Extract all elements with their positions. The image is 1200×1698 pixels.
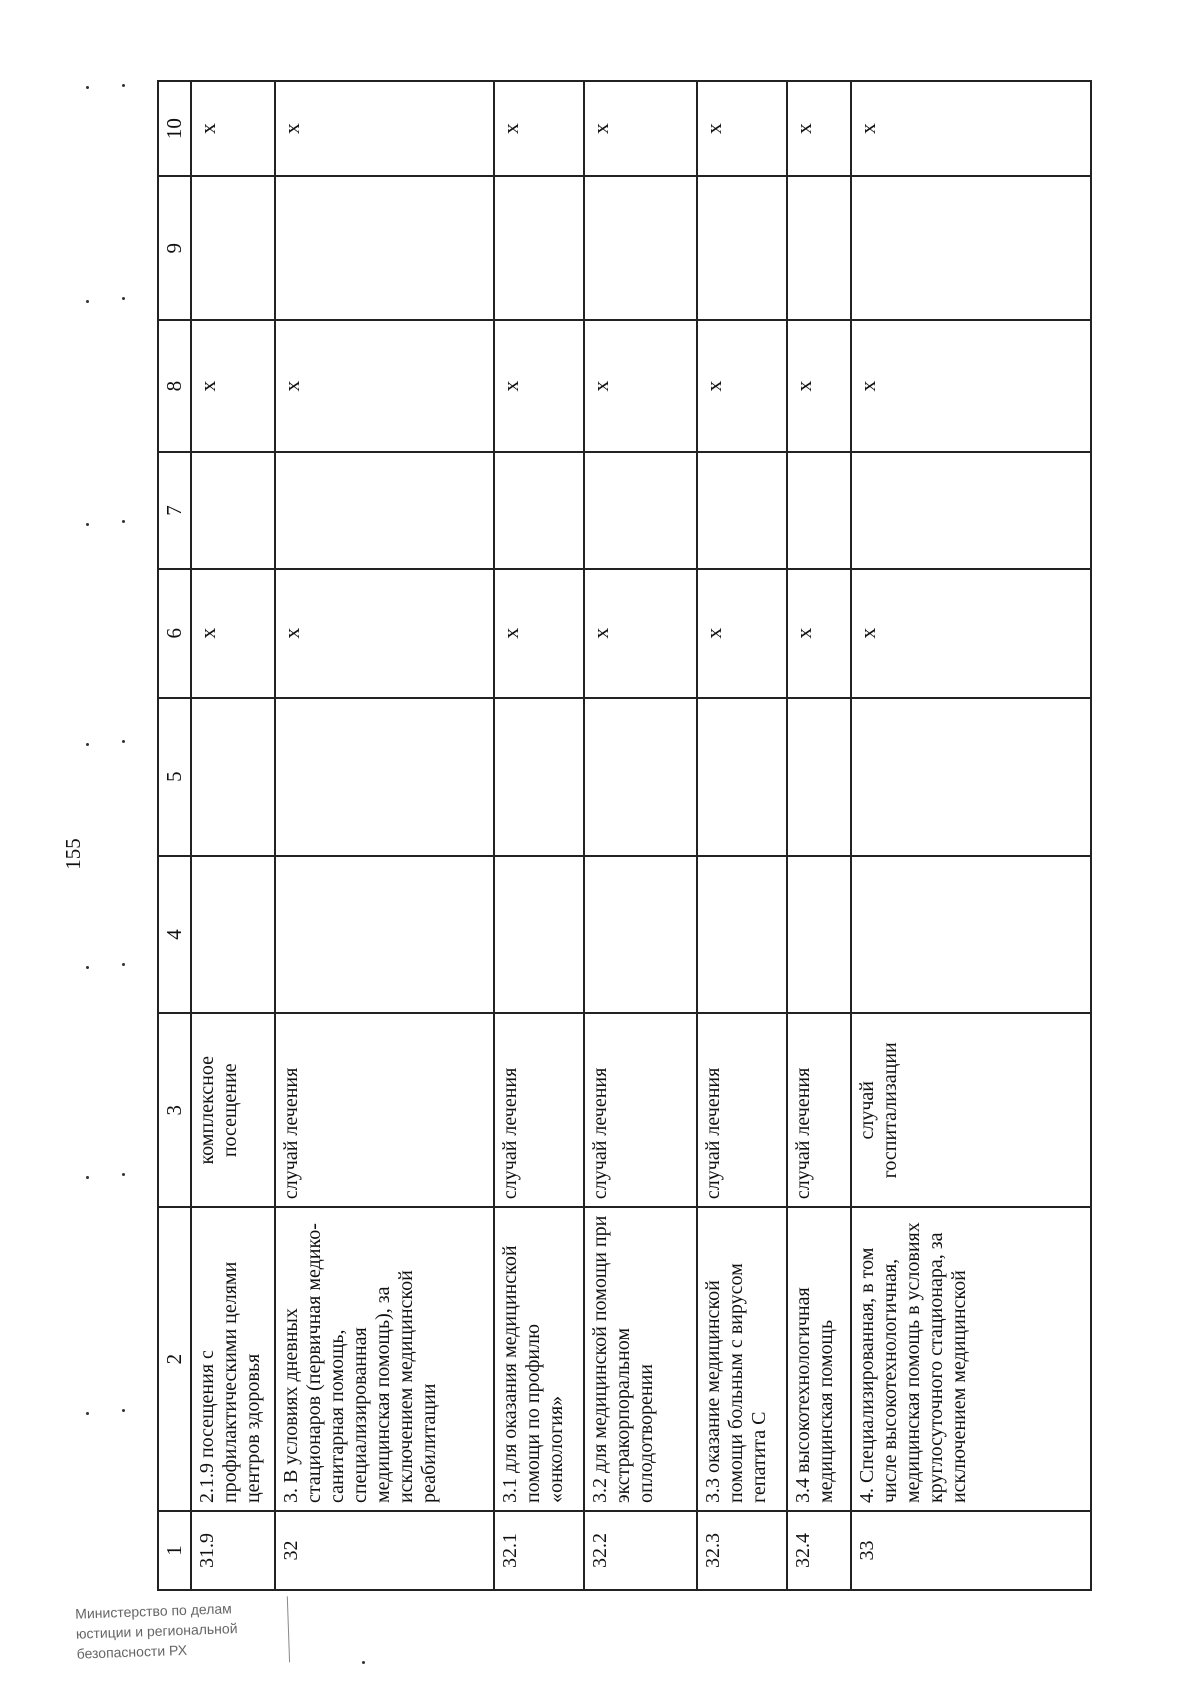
table-row <box>584 81 697 1590</box>
col4-cell <box>191 856 275 1014</box>
table-row <box>191 81 275 1590</box>
scan-speck <box>86 966 89 969</box>
table-row <box>275 81 494 1590</box>
table-row <box>697 81 787 1590</box>
col10-cell: x <box>191 81 275 176</box>
col10-cell: x <box>584 81 697 176</box>
scan-speck <box>86 743 89 746</box>
scan-speck <box>122 740 125 743</box>
col10-cell: x <box>787 81 851 176</box>
col7-cell <box>787 452 851 569</box>
scan-speck <box>122 297 125 300</box>
col10-cell: x <box>275 81 494 176</box>
col6-cell: x <box>787 569 851 698</box>
col6-cell: x <box>191 569 275 698</box>
col10-cell: x <box>851 81 1091 176</box>
col8-cell: x <box>787 320 851 452</box>
col-header: 6 <box>158 569 191 698</box>
unit-cell: комплексное посещение <box>191 1013 275 1207</box>
row-number-cell: 32.3 <box>697 1511 787 1590</box>
scan-speck <box>86 1176 89 1179</box>
unit-cell: случай лечения <box>584 1013 697 1207</box>
col10-cell: x <box>494 81 584 176</box>
col6-cell: x <box>697 569 787 698</box>
scan-speck <box>362 1661 365 1664</box>
unit-cell: случай лечения <box>787 1013 851 1207</box>
col4-cell <box>494 856 584 1014</box>
indicator-name-cell: 3.2 для медицинской помощи при экстракорпоральном оплодотворении <box>584 1207 697 1511</box>
scan-speck <box>122 84 125 87</box>
scan-speck <box>86 523 89 526</box>
col-header: 8 <box>158 320 191 452</box>
col-header: 10 <box>158 81 191 176</box>
col-header: 9 <box>158 176 191 320</box>
row-number-cell: 33 <box>851 1511 1091 1590</box>
col-header: 1 <box>158 1511 191 1590</box>
registration-stamp <box>75 1596 290 1669</box>
col7-cell <box>191 452 275 569</box>
col9-cell <box>275 176 494 320</box>
col9-cell <box>697 176 787 320</box>
unit-cell: случай госпитализации <box>851 1013 1091 1207</box>
indicator-name-cell: 4. Специализированная, в том числе высокотехнологичная, медицинская помощь в условиях круглосуточного стационара, за исключением медицинской <box>851 1207 1091 1511</box>
col4-cell <box>787 856 851 1014</box>
col8-cell: x <box>275 320 494 452</box>
indicator-name-cell: 3.1 для оказания медицинской помощи по профилю «онкология» <box>494 1207 584 1511</box>
col4-cell <box>275 856 494 1014</box>
col10-cell: x <box>697 81 787 176</box>
indicator-name-cell: 3.4 высокотехнологичная медицинская помощь <box>787 1207 851 1511</box>
indicator-name-cell: 3. В условиях дневных стационаров (первичная медико-санитарная помощь, специализированная медицинская помощь), за исключением медицинской реабилитации <box>275 1207 494 1511</box>
indicator-name-cell: 2.1.9 посещения с профилактическими целями центров здоровья <box>191 1207 275 1511</box>
col8-cell: x <box>584 320 697 452</box>
stamp-line: безопасности РХ <box>76 1641 188 1662</box>
scan-speck <box>122 520 125 523</box>
row-number-cell: 32.2 <box>584 1511 697 1590</box>
data-table <box>157 80 1092 1591</box>
col4-cell <box>584 856 697 1014</box>
col9-cell <box>787 176 851 320</box>
row-number-cell: 32 <box>275 1511 494 1590</box>
rotated-table-container <box>157 80 1084 1591</box>
unit-cell: случай лечения <box>697 1013 787 1207</box>
col7-cell <box>494 452 584 569</box>
col-header: 3 <box>158 1013 191 1207</box>
col5-cell <box>584 698 697 856</box>
col5-cell <box>191 698 275 856</box>
col6-cell: x <box>851 569 1091 698</box>
table-body <box>191 81 1091 1590</box>
row-number-cell: 32.4 <box>787 1511 851 1590</box>
col9-cell <box>494 176 584 320</box>
col5-cell <box>697 698 787 856</box>
header-row <box>158 81 191 1590</box>
col-header: 4 <box>158 856 191 1014</box>
row-number-cell: 31.9 <box>191 1511 275 1590</box>
col7-cell <box>697 452 787 569</box>
unit-cell: случай лечения <box>494 1013 584 1207</box>
col8-cell: x <box>697 320 787 452</box>
scan-speck <box>122 1409 125 1412</box>
col6-cell: x <box>275 569 494 698</box>
scan-speck <box>122 963 125 966</box>
col8-cell: x <box>851 320 1091 452</box>
scan-speck <box>86 1412 89 1415</box>
table-row <box>787 81 851 1590</box>
col9-cell <box>851 176 1091 320</box>
stamp-line: Министерство по делам <box>74 1600 233 1622</box>
col-header: 2 <box>158 1207 191 1511</box>
unit-cell: случай лечения <box>275 1013 494 1207</box>
col8-cell: x <box>494 320 584 452</box>
scan-speck <box>86 300 89 303</box>
col4-cell <box>697 856 787 1014</box>
col5-cell <box>275 698 494 856</box>
indicator-name-cell: 3.3 оказание медицинской помощи больным с вирусом гепатита С <box>697 1207 787 1511</box>
col6-cell: x <box>584 569 697 698</box>
col7-cell <box>851 452 1091 569</box>
table-row <box>851 81 1091 1590</box>
col9-cell <box>191 176 275 320</box>
col7-cell <box>584 452 697 569</box>
col5-cell <box>851 698 1091 856</box>
col9-cell <box>584 176 697 320</box>
col5-cell <box>787 698 851 856</box>
stamp-line: юстиции и региональной <box>75 1620 238 1642</box>
col7-cell <box>275 452 494 569</box>
col-header: 7 <box>158 452 191 569</box>
col4-cell <box>851 856 1091 1014</box>
row-number-cell: 32.1 <box>494 1511 584 1590</box>
table-row <box>494 81 584 1590</box>
scan-speck <box>122 1173 125 1176</box>
col8-cell: x <box>191 320 275 452</box>
col6-cell: x <box>494 569 584 698</box>
scan-speck <box>86 86 89 89</box>
col-header: 5 <box>158 698 191 856</box>
page-number: 155 <box>61 838 85 870</box>
col5-cell <box>494 698 584 856</box>
